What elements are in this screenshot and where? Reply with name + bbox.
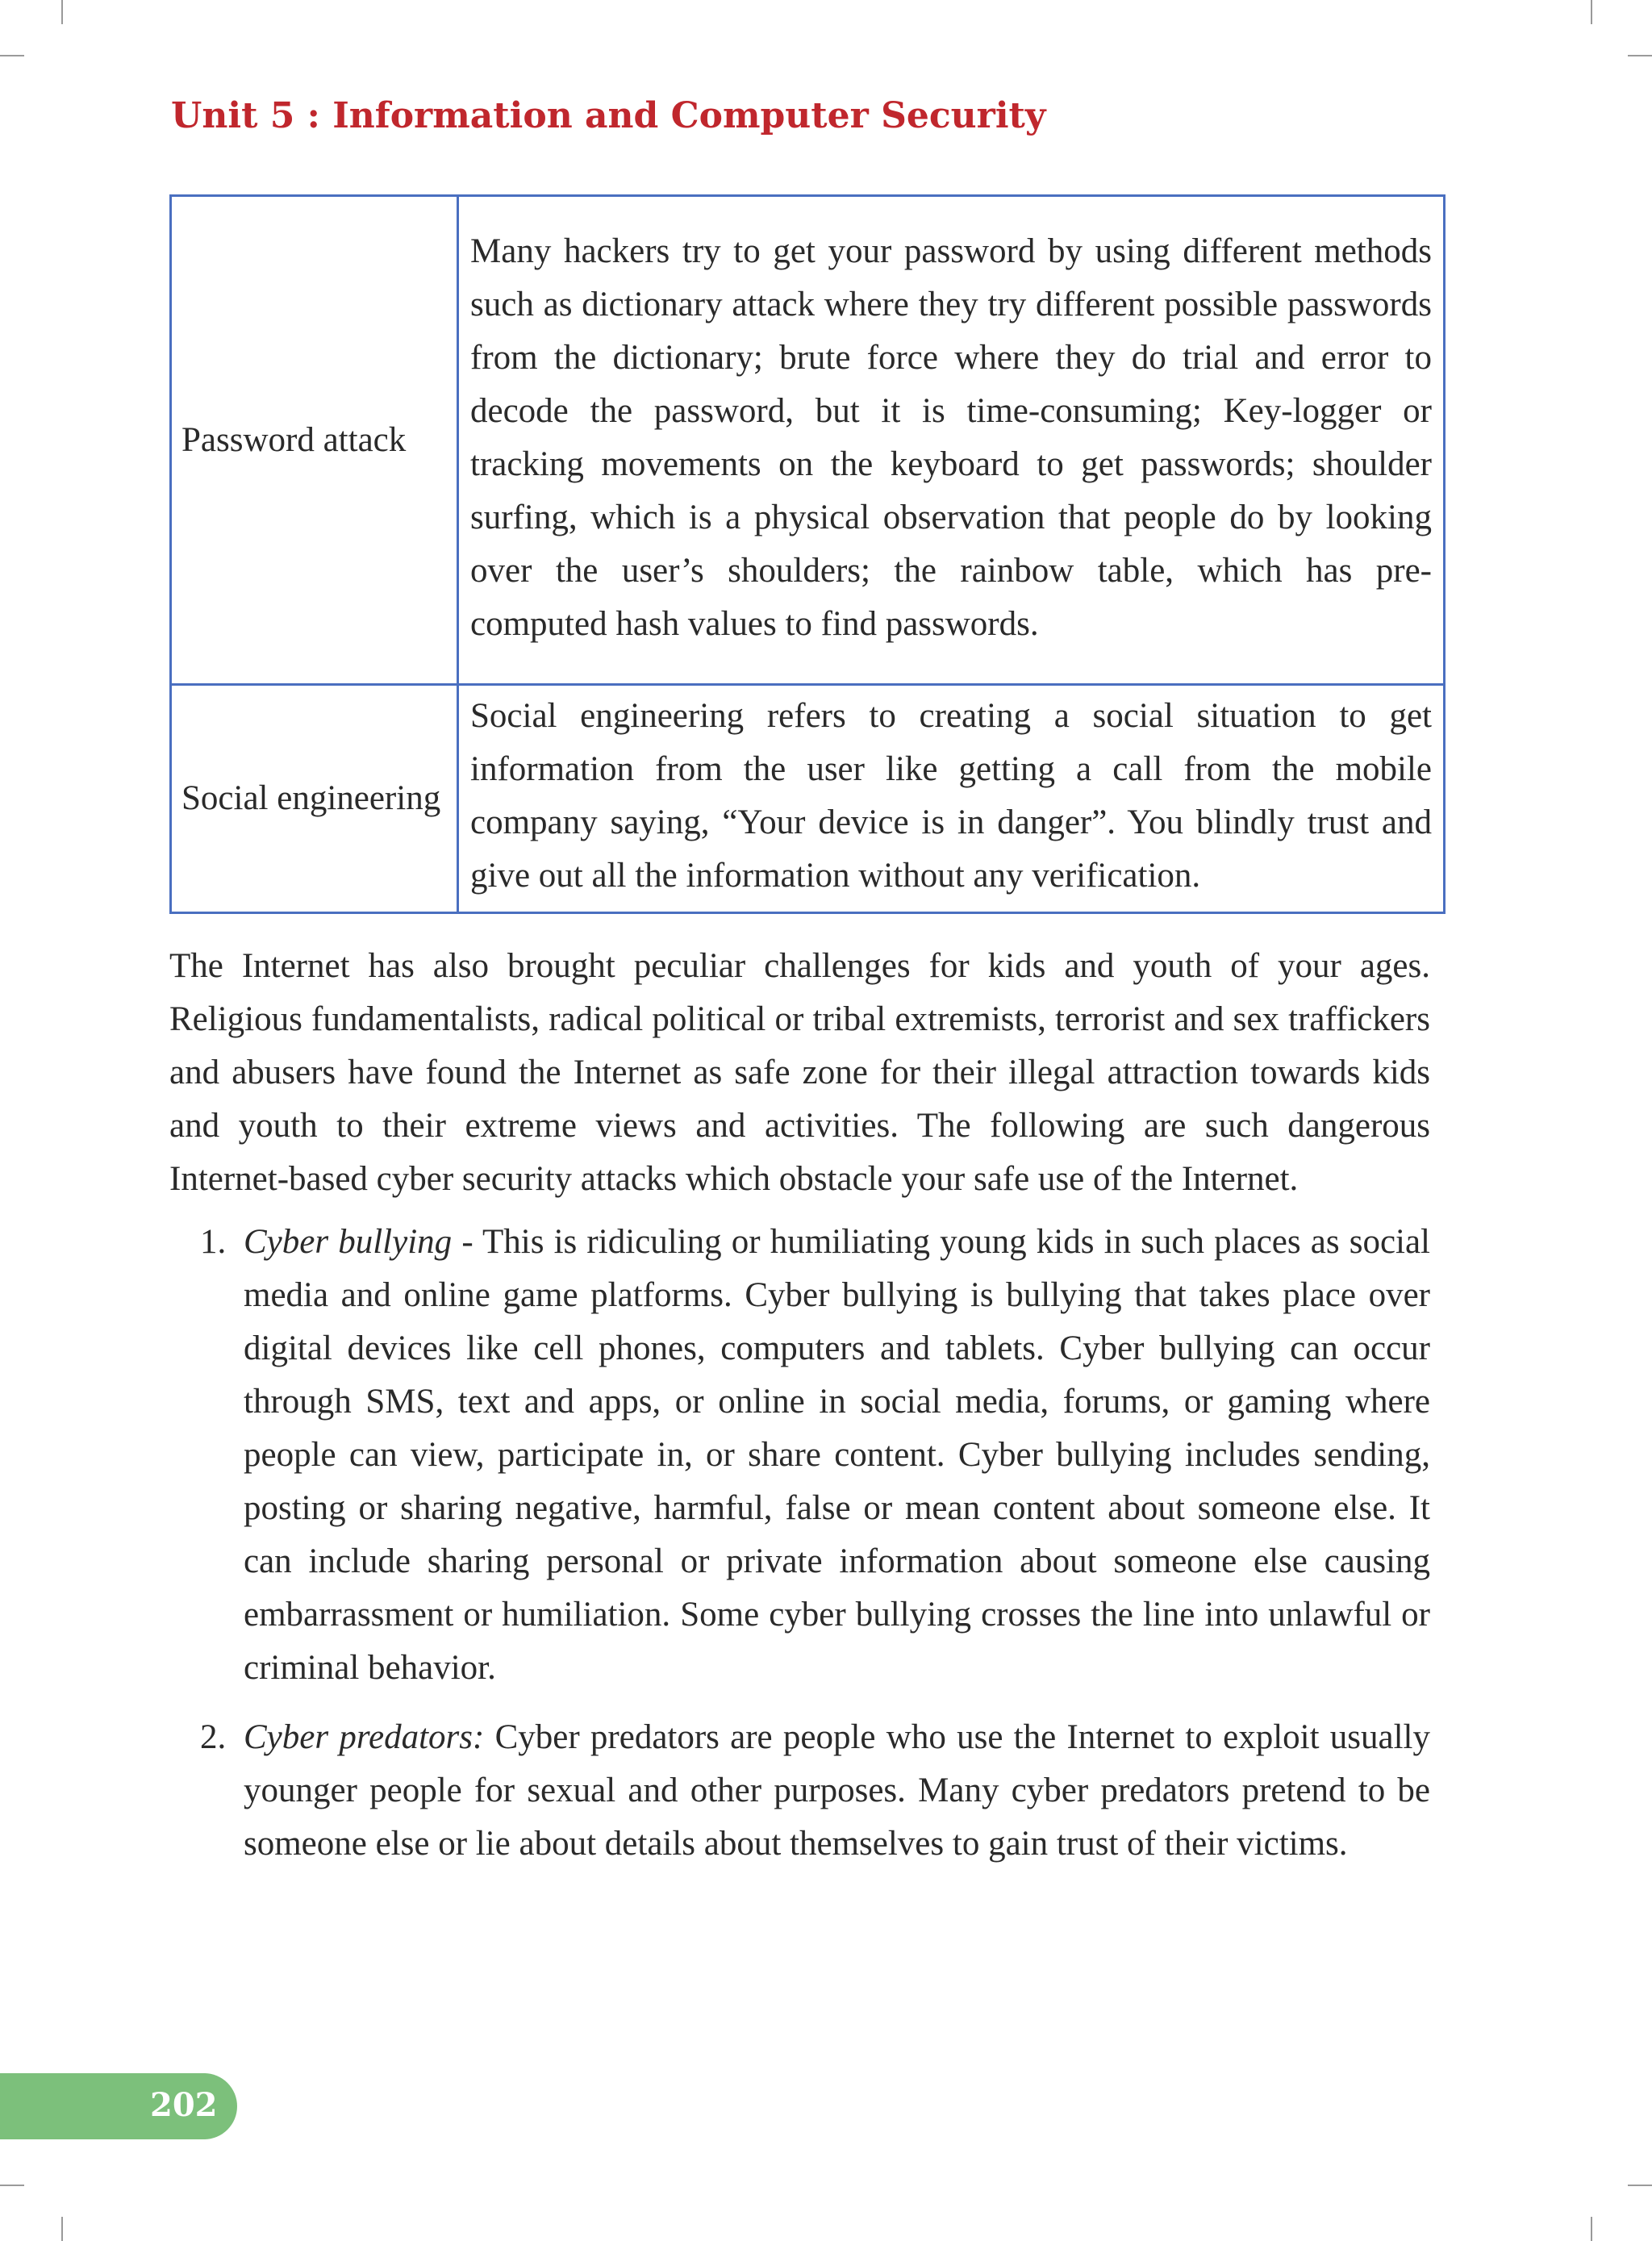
body-content xyxy=(169,940,1430,1887)
list-item xyxy=(169,1216,1430,1695)
crop-mark xyxy=(61,0,63,24)
attack-table xyxy=(169,194,1446,914)
crop-mark xyxy=(1591,0,1592,24)
unit-title: Unit 5 : Information and Computer Security xyxy=(171,95,1046,136)
table-row xyxy=(171,685,1445,913)
list-term: Cyber predators: xyxy=(244,1718,485,1756)
table-row xyxy=(171,196,1445,685)
attack-description-cell: Social engineering refers to creating a social situation to get information from the user like getting a call from the mobile company saying, “Your device is in danger”. You blindly trust and give out all the information without any verification. xyxy=(458,685,1445,913)
crop-mark xyxy=(61,2217,63,2241)
crop-mark xyxy=(1591,2217,1592,2241)
list-text: Cyber predators are people who use the Internet to exploit usually younger people for sexual and other purposes. Many cyber predators pretend to be someone else or lie about details about themselves to gain trust of their victims. xyxy=(244,1718,1430,1863)
list-item xyxy=(169,1711,1430,1871)
attack-name-cell: Social engineering xyxy=(171,685,458,913)
page-number: 202 xyxy=(150,2086,218,2124)
attack-name-cell: Password attack xyxy=(171,196,458,685)
crop-mark xyxy=(0,2185,24,2186)
attack-description-cell: Many hackers try to get your password by using different methods such as dictionary attack where they try different possible passwords from the dictionary; brute force where they do trial and error to decode the password, but it is time-consuming; Key-logger or tracking movements on the keyboard to get passwords; shoulder surfing, which is a physical observation that people do by looking over the user’s shoulders; the rainbow table, which has pre-computed hash values to find passwords. xyxy=(458,196,1445,685)
list-number: 1. xyxy=(200,1223,227,1261)
intro-paragraph: The Internet has also brought peculiar challenges for kids and youth of your ages. Religious fundamentalists, radical political or tribal extremists, terrorist and sex traffickers and abusers have found the Internet as safe zone for their illegal attraction towards kids and youth to their extreme views and activities. The following are such dangerous Internet-based cyber security attacks which obstacle your safe use of the Internet. xyxy=(169,947,1430,1198)
crop-mark xyxy=(0,55,24,56)
list-number: 2. xyxy=(200,1718,227,1756)
list-text: - This is ridiculing or humiliating young kids in such places as social media and online game platforms. Cyber bullying is bullying that takes place over digital devices like cell phones, computers and tablets. Cyber bullying can occur through SMS, text and apps, or online in social media, forums, or gaming where people can view, participate in, or share content. Cyber bullying includes sending, posting or sharing negative, harmful, false or mean content about someone else. It can include sharing personal or private information about someone else causing embarrassment or humiliation. Some cyber bullying crosses the line into unlawful or criminal behavior. xyxy=(244,1223,1431,1687)
crop-mark xyxy=(1628,55,1652,56)
attack-list xyxy=(169,1216,1430,1871)
crop-mark xyxy=(1628,2185,1652,2186)
list-term: Cyber bullying xyxy=(244,1223,453,1261)
